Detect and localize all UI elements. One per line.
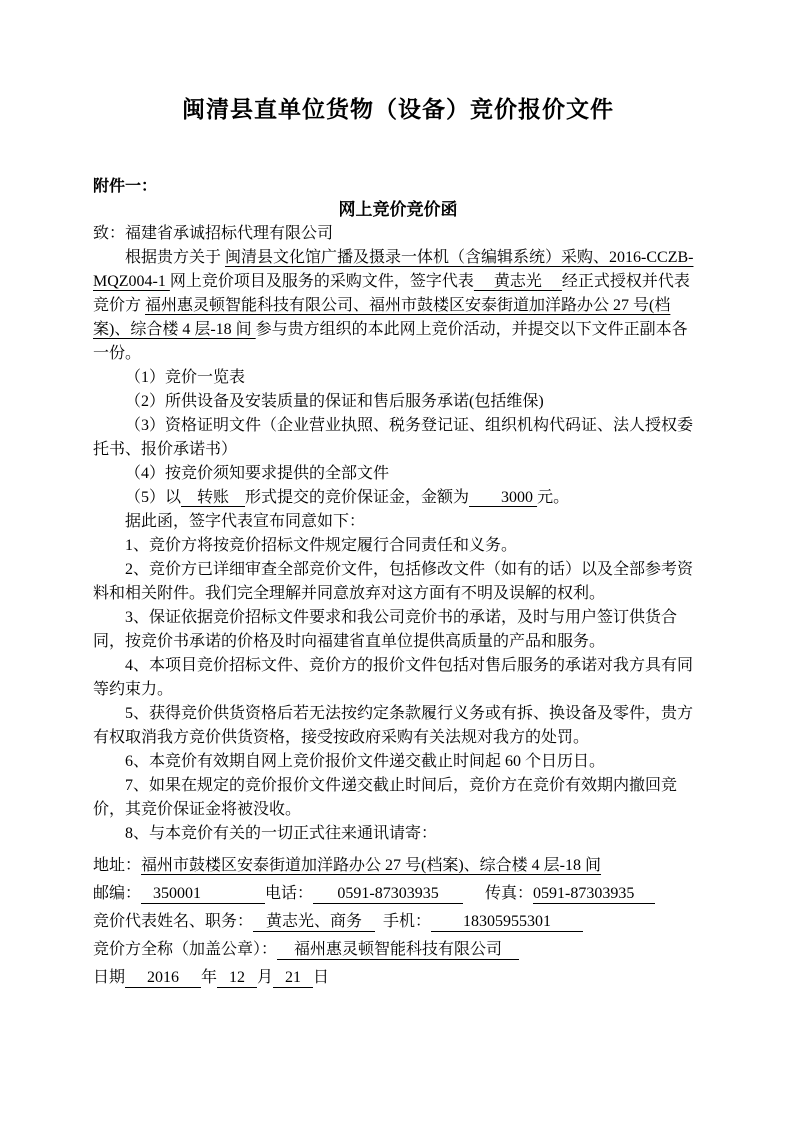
clause-8: 8、与本竞价有关的一切正式往来通讯请寄： [125, 825, 438, 842]
date-label: 日期 [93, 969, 126, 986]
salutation: 致：福建省承诚招标代理有限公司 [93, 225, 334, 242]
company-label: 竞价方全称（加盖公章）： [93, 941, 278, 958]
clause-5: 5、获得竞价供货资格后若无法按约定条款履行义务或有拆、换设备及零件，贵方有权取消我方竞价供货资格，接受按政府采购有关法规对我方的处罚。 [93, 705, 694, 746]
zip-label: 邮编： [93, 885, 142, 902]
signer-name-blank: 黄志光 [473, 273, 562, 290]
agreement-intro: 据此函，签字代表宣布同意如下： [125, 513, 366, 530]
representative-label: 竞价代表姓名、职务： [93, 913, 254, 930]
mobile-label: 手机： [383, 913, 432, 930]
intro-text-1: 根据贵方关于 [125, 249, 226, 266]
item5-text-1: （5）以 [125, 489, 182, 506]
address-line [93, 852, 703, 880]
phone-value-blank: 0591-87303935 [313, 884, 463, 904]
clause-7: 7、如果在规定的竞价报价文件递交截止时间后，竞价方在竞价有效期内撤回竞价，其竞价保证金将被没收。 [93, 777, 678, 818]
phone-label: 电话： [265, 885, 314, 902]
month-suffix: 月 [257, 969, 274, 986]
submitted-doc-item-4: （4）按竞价须知要求提供的全部文件 [125, 465, 390, 482]
project-name-blank: 闽清县文化馆广播及摄录一体机（含编辑系统）采购、2016-CCZB-MQZ004-1 [93, 249, 694, 290]
zip-phone-fax-line [93, 880, 703, 908]
clause-6: 6、本竞价有效期自网上竞价报价文件递交截止时间起 60 个日历日。 [125, 753, 606, 770]
address-value-blank: 福州市鼓楼区安泰街道加洋路办公 27 号(档案)、综合楼 4 层-18 间 [141, 857, 602, 874]
item5-text-3: 元。 [537, 489, 570, 506]
date-month-blank: 12 [217, 968, 257, 988]
document-title: 闽清县直单位货物（设备）竞价报价文件 [182, 97, 614, 122]
letter-body [93, 222, 703, 846]
bidder-name-address-blank: 福州惠灵顿智能科技有限公司、福州市鼓楼区安泰街道加洋路办公 27 号(档案)、综合楼 4 层-18 间 [93, 297, 671, 338]
intro-text-4: 参与贵方组织的本此网上竞价活动，并提交以下文件正副本各一份。 [93, 321, 688, 362]
clause-2: 2、竞价方已详细审查全部竞价文件，包括修改文件（如有的话）以及全部参考资料和相关附件。我们完全理解并同意放弃对这方面有不明及误解的权利。 [93, 561, 694, 602]
submitted-doc-item-5 [93, 486, 703, 510]
mobile-value-blank: 18305955301 [431, 912, 583, 932]
item5-text-2: 形式提交的竞价保证金，金额为 [245, 489, 470, 506]
submitted-doc-item-3: （3）资格证明文件（企业营业执照、税务登记证、组织机构代码证、法人授权委托书、报价承诺书） [93, 417, 694, 458]
intro-text-3: 经正式授权并代表竞价方 [93, 273, 690, 314]
payment-method-blank: 转账 [181, 489, 246, 506]
fax-label: 传真： [485, 885, 534, 902]
submitted-doc-item-2: （2）所供设备及安装质量的保证和售后服务承诺(包括维保) [125, 393, 544, 410]
company-value-blank: 福州惠灵顿智能科技有限公司 [277, 940, 519, 960]
clause-4: 4、本项目竞价招标文件、竞价方的报价文件包括对售后服务的承诺对我方具有同等约束力。 [93, 657, 694, 698]
intro-text-2: 网上竞价项目及服务的采购文件，签字代表 [169, 273, 474, 290]
attachment-label: 附件一： [93, 178, 158, 195]
date-year-blank: 2016 [125, 968, 201, 988]
day-suffix: 日 [313, 969, 330, 986]
company-line [93, 936, 703, 964]
year-suffix: 年 [201, 969, 218, 986]
date-day-blank: 21 [273, 968, 313, 988]
address-label: 地址： [93, 857, 142, 874]
representative-line [93, 908, 703, 936]
clause-1: 1、竞价方将按竞价招标文件规定履行合同责任和义务。 [125, 537, 518, 554]
intro-paragraph [93, 246, 703, 366]
contact-block [93, 852, 703, 992]
date-line [93, 964, 703, 992]
submitted-doc-item-1: （1）竞价一览表 [125, 369, 246, 386]
zip-value-blank: 350001 [141, 884, 265, 904]
letter-title: 网上竞价竞价函 [338, 200, 458, 219]
clause-3: 3、保证依据竞价招标文件要求和我公司竞价书的承诺，及时与用户签订供货合同，按竞价书承诺的价格及时向福建省直单位提供高质量的产品和服务。 [93, 609, 678, 650]
deposit-amount-blank: 3000 [469, 489, 538, 506]
fax-value-blank: 0591-87303935 [533, 884, 655, 904]
representative-value-blank: 黄志光、商务 [253, 912, 375, 932]
